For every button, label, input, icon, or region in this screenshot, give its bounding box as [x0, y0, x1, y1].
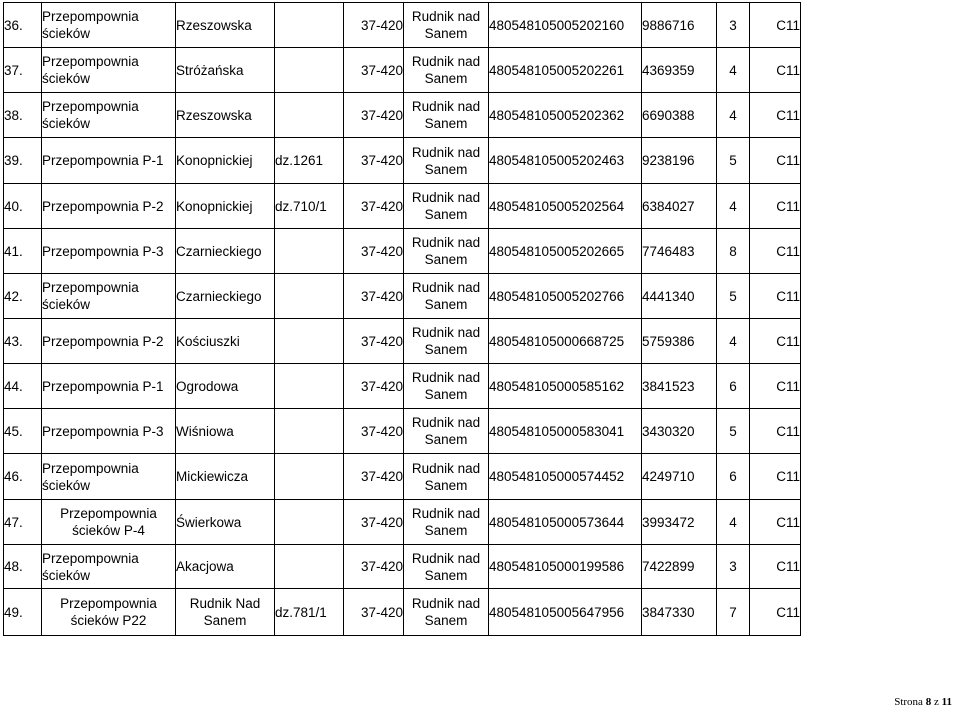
table-row [4, 274, 801, 319]
meter-point-id-cell: 480548105005202665 [489, 229, 642, 274]
meter-point-id-cell: 480548105000574452 [489, 454, 642, 500]
postal-code-cell: 37-420 [344, 229, 404, 274]
power-value-cell: 5 [717, 138, 750, 184]
facility-name-cell: Przepompownia P-1 [42, 364, 176, 409]
meter-number-cell: 7422899 [642, 545, 717, 589]
table-row [4, 364, 801, 409]
row-number-cell: 48. [4, 545, 42, 589]
facility-name-cell: Przepompownia ścieków [42, 3, 176, 48]
postal-code-cell: 37-420 [344, 545, 404, 589]
tariff-cell: C11 [750, 319, 801, 364]
facility-name-cell: Przepompownia P-3 [42, 229, 176, 274]
row-number-cell: 49. [4, 589, 42, 636]
tariff-cell: C11 [750, 409, 801, 454]
row-number-cell: 43. [4, 319, 42, 364]
power-value-cell: 7 [717, 589, 750, 636]
postal-code-cell: 37-420 [344, 500, 404, 545]
power-value-cell: 4 [717, 184, 750, 229]
table-row [4, 138, 801, 184]
plot-number-cell [275, 48, 344, 93]
footer-page-total: 11 [941, 696, 952, 708]
row-number-cell: 45. [4, 409, 42, 454]
power-value-cell: 5 [717, 274, 750, 319]
town-cell: Rudnik nad Sanem [404, 229, 489, 274]
page-footer [894, 696, 952, 708]
facility-name-cell: Przepompownia ścieków [42, 274, 176, 319]
meter-number-cell: 3841523 [642, 364, 717, 409]
postal-code-cell: 37-420 [344, 364, 404, 409]
street-cell: Ogrodowa [176, 364, 275, 409]
power-value-cell: 4 [717, 500, 750, 545]
street-cell: Czarnieckiego [176, 274, 275, 319]
postal-code-cell: 37-420 [344, 48, 404, 93]
town-cell: Rudnik nad Sanem [404, 454, 489, 500]
meter-number-cell: 6690388 [642, 93, 717, 138]
facility-name-cell: Przepompownia P-2 [42, 319, 176, 364]
power-value-cell: 3 [717, 545, 750, 589]
plot-number-cell [275, 274, 344, 319]
table-row [4, 545, 801, 589]
street-cell: Stróżańska [176, 48, 275, 93]
meter-number-cell: 3847330 [642, 589, 717, 636]
plot-number-cell [275, 319, 344, 364]
street-cell: Wiśniowa [176, 409, 275, 454]
meter-point-id-cell: 480548105005202362 [489, 93, 642, 138]
plot-number-cell [275, 500, 344, 545]
street-cell: Akacjowa [176, 545, 275, 589]
facility-name-cell: Przepompownia ścieków [42, 454, 176, 500]
table-row [4, 48, 801, 93]
power-value-cell: 4 [717, 319, 750, 364]
meter-point-id-cell: 480548105000585162 [489, 364, 642, 409]
meter-point-id-cell: 480548105000199586 [489, 545, 642, 589]
meter-number-cell: 6384027 [642, 184, 717, 229]
table-row [4, 500, 801, 545]
town-cell: Rudnik nad Sanem [404, 319, 489, 364]
footer-prefix: Strona [894, 696, 926, 708]
meter-number-cell: 4249710 [642, 454, 717, 500]
tariff-cell: C11 [750, 454, 801, 500]
tariff-cell: C11 [750, 229, 801, 274]
town-cell: Rudnik nad Sanem [404, 48, 489, 93]
meter-number-cell: 7746483 [642, 229, 717, 274]
table-row [4, 93, 801, 138]
plot-number-cell [275, 229, 344, 274]
facility-name-cell: Przepompownia P-1 [42, 138, 176, 184]
facility-name-cell: Przepompownia ścieków P22 [42, 589, 176, 636]
tariff-cell: C11 [750, 364, 801, 409]
footer-separator: z [931, 696, 942, 708]
town-cell: Rudnik nad Sanem [404, 3, 489, 48]
postal-code-cell: 37-420 [344, 454, 404, 500]
meter-point-id-cell: 480548105005202766 [489, 274, 642, 319]
meter-point-id-cell: 480548105005202261 [489, 48, 642, 93]
postal-code-cell: 37-420 [344, 409, 404, 454]
table-row [4, 409, 801, 454]
row-number-cell: 38. [4, 93, 42, 138]
records-table [3, 2, 801, 636]
street-cell: Rzeszowska [176, 93, 275, 138]
postal-code-cell: 37-420 [344, 3, 404, 48]
plot-number-cell [275, 545, 344, 589]
town-cell: Rudnik nad Sanem [404, 409, 489, 454]
town-cell: Rudnik nad Sanem [404, 545, 489, 589]
meter-point-id-cell: 480548105000583041 [489, 409, 642, 454]
meter-number-cell: 3993472 [642, 500, 717, 545]
postal-code-cell: 37-420 [344, 589, 404, 636]
row-number-cell: 42. [4, 274, 42, 319]
town-cell: Rudnik nad Sanem [404, 500, 489, 545]
facility-name-cell: Przepompownia ścieków P-4 [42, 500, 176, 545]
tariff-cell: C11 [750, 138, 801, 184]
town-cell: Rudnik nad Sanem [404, 138, 489, 184]
meter-number-cell: 9886716 [642, 3, 717, 48]
facility-name-cell: Przepompownia ścieków [42, 93, 176, 138]
street-cell: Kościuszki [176, 319, 275, 364]
meter-point-id-cell: 480548105000573644 [489, 500, 642, 545]
plot-number-cell [275, 93, 344, 138]
postal-code-cell: 37-420 [344, 138, 404, 184]
town-cell: Rudnik nad Sanem [404, 589, 489, 636]
power-value-cell: 5 [717, 409, 750, 454]
table-row [4, 454, 801, 500]
postal-code-cell: 37-420 [344, 184, 404, 229]
town-cell: Rudnik nad Sanem [404, 274, 489, 319]
town-cell: Rudnik nad Sanem [404, 93, 489, 138]
meter-number-cell: 3430320 [642, 409, 717, 454]
tariff-cell: C11 [750, 500, 801, 545]
facility-name-cell: Przepompownia P-2 [42, 184, 176, 229]
row-number-cell: 44. [4, 364, 42, 409]
plot-number-cell [275, 3, 344, 48]
postal-code-cell: 37-420 [344, 274, 404, 319]
table-row [4, 589, 801, 636]
plot-number-cell: dz.1261 [275, 138, 344, 184]
postal-code-cell: 37-420 [344, 93, 404, 138]
street-cell: Świerkowa [176, 500, 275, 545]
table-row [4, 184, 801, 229]
town-cell: Rudnik nad Sanem [404, 184, 489, 229]
plot-number-cell [275, 409, 344, 454]
row-number-cell: 36. [4, 3, 42, 48]
power-value-cell: 4 [717, 48, 750, 93]
town-cell: Rudnik nad Sanem [404, 364, 489, 409]
tariff-cell: C11 [750, 545, 801, 589]
street-cell: Mickiewicza [176, 454, 275, 500]
row-number-cell: 39. [4, 138, 42, 184]
table-row [4, 229, 801, 274]
street-cell: Rudnik Nad Sanem [176, 589, 275, 636]
street-cell: Konopnickiej [176, 184, 275, 229]
records-table-body [4, 3, 801, 636]
plot-number-cell [275, 364, 344, 409]
table-row [4, 3, 801, 48]
power-value-cell: 3 [717, 3, 750, 48]
footer-page-number: 8 [925, 696, 932, 708]
power-value-cell: 4 [717, 93, 750, 138]
facility-name-cell: Przepompownia ścieków [42, 545, 176, 589]
tariff-cell: C11 [750, 274, 801, 319]
tariff-cell: C11 [750, 48, 801, 93]
row-number-cell: 41. [4, 229, 42, 274]
row-number-cell: 37. [4, 48, 42, 93]
table-row [4, 319, 801, 364]
street-cell: Konopnickiej [176, 138, 275, 184]
postal-code-cell: 37-420 [344, 319, 404, 364]
row-number-cell: 46. [4, 454, 42, 500]
facility-name-cell: Przepompownia P-3 [42, 409, 176, 454]
row-number-cell: 47. [4, 500, 42, 545]
tariff-cell: C11 [750, 184, 801, 229]
plot-number-cell: dz.781/1 [275, 589, 344, 636]
plot-number-cell: dz.710/1 [275, 184, 344, 229]
street-cell: Rzeszowska [176, 3, 275, 48]
tariff-cell: C11 [750, 93, 801, 138]
row-number-cell: 40. [4, 184, 42, 229]
meter-point-id-cell: 480548105005202564 [489, 184, 642, 229]
plot-number-cell [275, 454, 344, 500]
tariff-cell: C11 [750, 3, 801, 48]
power-value-cell: 6 [717, 454, 750, 500]
meter-number-cell: 9238196 [642, 138, 717, 184]
meter-point-id-cell: 480548105005647956 [489, 589, 642, 636]
power-value-cell: 6 [717, 364, 750, 409]
meter-number-cell: 4369359 [642, 48, 717, 93]
tariff-cell: C11 [750, 589, 801, 636]
street-cell: Czarnieckiego [176, 229, 275, 274]
meter-point-id-cell: 480548105000668725 [489, 319, 642, 364]
meter-number-cell: 4441340 [642, 274, 717, 319]
meter-point-id-cell: 480548105005202160 [489, 3, 642, 48]
facility-name-cell: Przepompownia ścieków [42, 48, 176, 93]
meter-number-cell: 5759386 [642, 319, 717, 364]
meter-point-id-cell: 480548105005202463 [489, 138, 642, 184]
power-value-cell: 8 [717, 229, 750, 274]
